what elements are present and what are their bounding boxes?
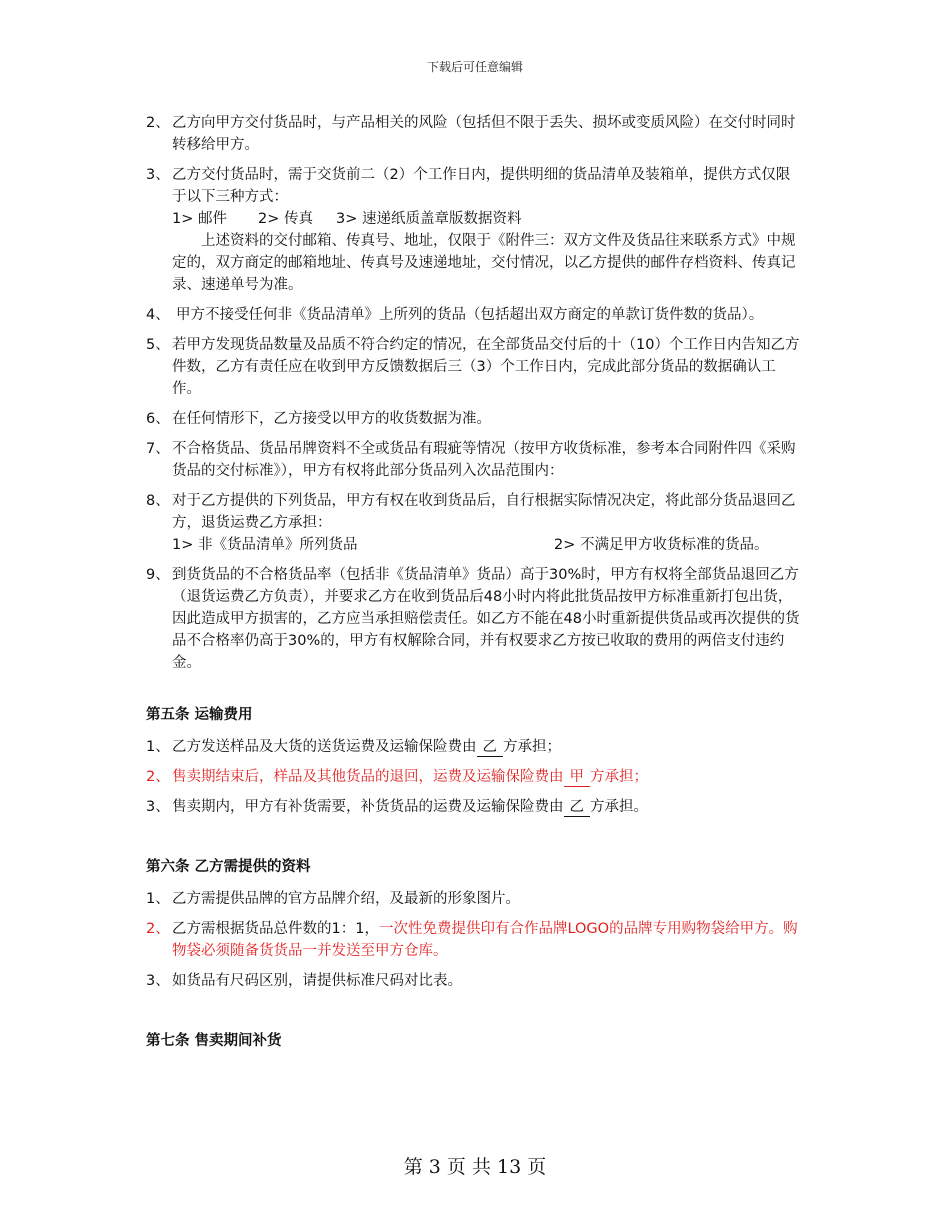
section-6-item-1: 1、 乙方需提供品牌的官方品牌介绍，及最新的形象图片。 bbox=[146, 891, 520, 907]
delivery-options bbox=[172, 208, 802, 230]
section-7-title: 第七条 售卖期间补货 bbox=[146, 1033, 282, 1049]
highlight-text: 一次性免费提供印有合作品牌LOGO的品牌专用购物袋给甲方。购物袋必须随备货货品一并发送至甲方仓库。 bbox=[172, 921, 798, 959]
section-6-item-2: 2、 乙方需根据货品总件数的1：1，一次性免费提供印有合作品牌LOGO的品牌专用购物袋给甲方。购物袋必须随备货货品一并发送至甲方仓库。 bbox=[146, 921, 798, 959]
clause-item-3: 3、 乙方交付货品时，需于交货前二（2）个工作日内，提供明细的货品清单及装箱单，提供方式仅限于以下三种方式： 1> 邮件 2> 传真 3> 速递纸质盖章版数据资料 上述资料的交付邮箱、传真号、地址，仅限于《附件三：双方文件及货品往来联系方式》中规定的，双方商定的邮箱地址、传真号及速递地址，交付情况，以乙方提供的邮件存档资料、传真记录、速递单号为准。 bbox=[146, 164, 802, 296]
document-body bbox=[146, 112, 802, 1062]
option-unlisted: 1> 非《货品清单》所列货品 bbox=[172, 537, 358, 553]
fill-blank: 乙 bbox=[477, 738, 504, 757]
clause-item-7: 7、 不合格货品、货品吊牌资料不全或货品有瑕疵等情况（按甲方收货标准，参考本合同附件四《采购货品的交付标准》），甲方有权将此部分货品列入次品范围内： bbox=[146, 441, 796, 479]
clause-item-8: 8、 对于乙方提供的下列货品，甲方有权在收到货品后，自行根据实际情况决定，将此部分货品退回乙方，退货运费乙方承担： 1> 非《货品清单》所列货品 2> 不满足甲方收货标准的货品。 bbox=[146, 490, 802, 556]
fill-blank: 甲 bbox=[564, 768, 591, 787]
header-note: 下载后可任意编辑 bbox=[426, 60, 523, 74]
clause-item-6: 6、 在任何情形下，乙方接受以甲方的收货数据为准。 bbox=[146, 411, 491, 427]
clause-item-2: 2、 乙方向甲方交付货品时，与产品相关的风险（包括但不限于丢失、损坏或变质风险）在交付时同时转移给甲方。 bbox=[146, 115, 796, 153]
clause-text: 对于乙方提供的下列货品，甲方有权在收到货品后，自行根据实际情况决定，将此部分货品退回乙方，退货运费乙方承担： bbox=[172, 493, 796, 531]
section-5-item-2: 2、 售卖期结束后，样品及其他货品的退回，运费及运输保险费由 甲 方承担； bbox=[146, 769, 648, 785]
page-number: 第 3 页 共 13 页 bbox=[403, 1156, 547, 1178]
clause-item-4: 4、 甲方不接受任何非《货品清单》上所列的货品（包括超出双方商定的单款订货件数的货品）。 bbox=[146, 307, 764, 323]
section-5-title: 第五条 运输费用 bbox=[146, 707, 253, 723]
option-fax: 2> 传真 bbox=[258, 211, 313, 227]
clause-text: 乙方交付货品时，需于交货前二（2）个工作日内，提供明细的货品清单及装箱单，提供方式仅限于以下三种方式： bbox=[172, 167, 791, 205]
option-courier: 3> 速递纸质盖章版数据资料 bbox=[336, 211, 522, 227]
section-5-item-1: 1、 乙方发送样品及大货的送货运费及运输保险费由 乙 方承担； bbox=[146, 739, 561, 755]
clause-note: 上述资料的交付邮箱、传真号、地址，仅限于《附件三：双方文件及货品往来联系方式》中规定的，双方商定的邮箱地址、传真号及速递地址，交付情况，以乙方提供的邮件存档资料、传真记录、速递单号为准。 bbox=[172, 233, 796, 293]
return-options bbox=[172, 534, 802, 556]
clause-item-5: 5、 若甲方发现货品数量及品质不符合约定的情况，在全部货品交付后的十（10）个工作日内告知乙方件数，乙方有责任应在收到甲方反馈数据后三（3）个工作日内，完成此部分货品的数据确认工作。 bbox=[146, 337, 800, 397]
section-5-item-3: 3、 售卖期内，甲方有补货需要，补货货品的运费及运输保险费由 乙 方承担。 bbox=[146, 799, 648, 815]
fill-blank: 乙 bbox=[564, 798, 591, 817]
clause-item-9: 9、 到货货品的不合格货品率（包括非《货品清单》货品）高于30%时，甲方有权将全部货品退回乙方（退货运费乙方负责），并要求乙方在收到货品后48小时内将此批货品按甲方标准重新打包出货，因此造成甲方损害的，乙方应当承担赔偿责任。如乙方不能在48小时重新提供货品或再次提供的货品不合格率仍高于30%的，甲方有权解除合同，并有权要求乙方按已收取的费用的两倍支付违约金。 bbox=[146, 567, 800, 671]
section-6-item-3: 3、 如货品有尺码区别，请提供标准尺码对比表。 bbox=[146, 973, 462, 989]
option-substandard: 2> 不满足甲方收货标准的货品。 bbox=[554, 537, 769, 553]
option-mail: 1> 邮件 bbox=[172, 211, 227, 227]
section-6-title: 第六条 乙方需提供的资料 bbox=[146, 859, 311, 875]
